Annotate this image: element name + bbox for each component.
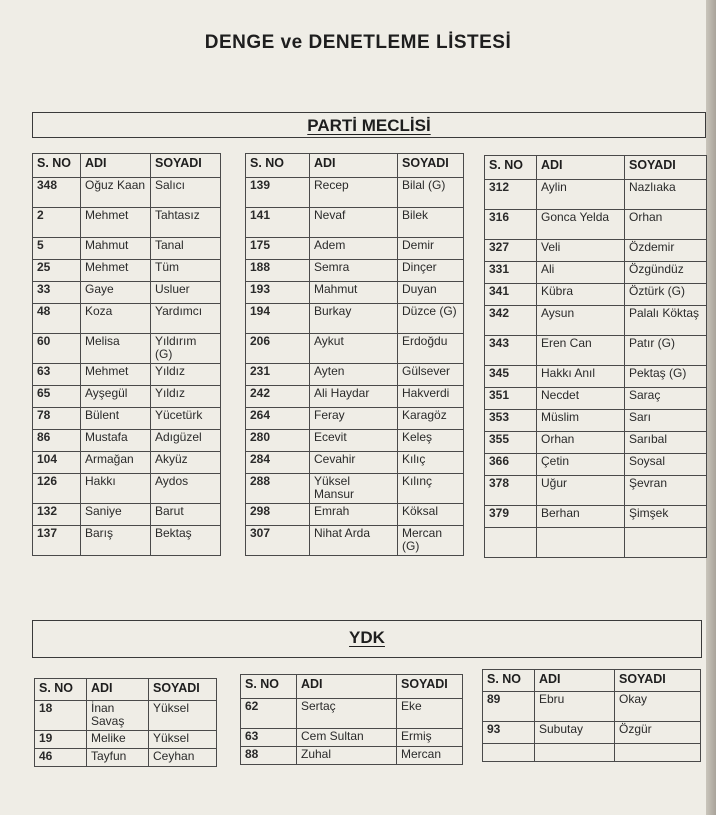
cell-soyadi: Tanal (151, 238, 221, 260)
cell-soyadi: Usluer (151, 282, 221, 304)
cell-adi: Bülent (81, 408, 151, 430)
cell-adi: Cem Sultan (297, 729, 397, 747)
cell-sno: 2 (33, 208, 81, 238)
table-row (33, 334, 221, 364)
cell-sno: 366 (485, 454, 537, 476)
cell-adi: Mehmet (81, 364, 151, 386)
cell-soyadi: Yıldız (151, 386, 221, 408)
cell-soyadi: Eke (397, 699, 463, 729)
table-row (33, 282, 221, 304)
cell-sno: 307 (246, 526, 310, 556)
cell-adi: Uğur (537, 476, 625, 506)
cell-soyadi: Pektaş (G) (625, 366, 707, 388)
ydk-table-1 (34, 678, 217, 767)
cell-soyadi: Orhan (625, 210, 707, 240)
cell-soyadi: Kılınç (398, 474, 464, 504)
cell-sno: 351 (485, 388, 537, 410)
cell-sno: 193 (246, 282, 310, 304)
table-row (246, 364, 464, 386)
cell-soyadi: Okay (615, 692, 701, 722)
cell-sno: 139 (246, 178, 310, 208)
cell-soyadi (625, 528, 707, 558)
cell-soyadi: Sarıbal (625, 432, 707, 454)
parti-meclisi-banner (32, 112, 706, 138)
header-adi: ADI (81, 154, 151, 178)
table-header-row (33, 154, 221, 178)
cell-adi: Ayşegül (81, 386, 151, 408)
table-row (33, 474, 221, 504)
cell-soyadi: Hakverdi (398, 386, 464, 408)
cell-adi: Kübra (537, 284, 625, 306)
cell-soyadi: Soysal (625, 454, 707, 476)
cell-adi: Veli (537, 240, 625, 262)
cell-sno (483, 744, 535, 762)
header-adi: ADI (535, 670, 615, 692)
cell-adi: Zuhal (297, 747, 397, 765)
cell-soyadi: Şevran (625, 476, 707, 506)
cell-sno: 342 (485, 306, 537, 336)
header-soyadi: SOYADI (397, 675, 463, 699)
ydk-table-2 (240, 674, 463, 765)
cell-adi: Melisa (81, 334, 151, 364)
header-soyadi: SOYADI (615, 670, 701, 692)
ydk-table-3 (482, 669, 701, 762)
cell-sno: 206 (246, 334, 310, 364)
cell-adi: Mehmet (81, 208, 151, 238)
cell-sno: 188 (246, 260, 310, 282)
cell-sno: 327 (485, 240, 537, 262)
cell-sno: 25 (33, 260, 81, 282)
table-row (485, 366, 707, 388)
header-adi: ADI (310, 154, 398, 178)
cell-soyadi: Özdemir (625, 240, 707, 262)
cell-sno: 298 (246, 504, 310, 526)
table-row (485, 284, 707, 306)
table-row (33, 504, 221, 526)
cell-soyadi: Mercan (G) (398, 526, 464, 556)
table-row (246, 260, 464, 282)
table-header-row (35, 679, 217, 701)
cell-sno: 104 (33, 452, 81, 474)
table-row (246, 178, 464, 208)
table-row (485, 240, 707, 262)
cell-sno: 355 (485, 432, 537, 454)
cell-sno: 137 (33, 526, 81, 556)
cell-soyadi: Keleş (398, 430, 464, 452)
cell-adi: Mahmut (310, 282, 398, 304)
table-row (485, 432, 707, 454)
cell-adi: Nevaf (310, 208, 398, 238)
cell-sno: 18 (35, 701, 87, 731)
header-sno: S. NO (33, 154, 81, 178)
cell-adi: Orhan (537, 432, 625, 454)
table-row (483, 744, 701, 762)
table-row (246, 474, 464, 504)
cell-adi: Aylin (537, 180, 625, 210)
cell-soyadi: Tahtasız (151, 208, 221, 238)
cell-sno: 348 (33, 178, 81, 208)
cell-adi: Mehmet (81, 260, 151, 282)
table-row (33, 430, 221, 452)
table-row (246, 386, 464, 408)
table-row (485, 454, 707, 476)
table-row (246, 208, 464, 238)
cell-soyadi: Saraç (625, 388, 707, 410)
header-sno: S. NO (35, 679, 87, 701)
cell-adi: Eren Can (537, 336, 625, 366)
cell-soyadi: Yıldırım (G) (151, 334, 221, 364)
cell-sno: 62 (241, 699, 297, 729)
cell-adi: Ecevit (310, 430, 398, 452)
cell-soyadi: Aydos (151, 474, 221, 504)
cell-sno: 141 (246, 208, 310, 238)
table-row (246, 238, 464, 260)
table-row (485, 388, 707, 410)
header-adi: ADI (537, 156, 625, 180)
cell-soyadi: Sarı (625, 410, 707, 432)
cell-adi: Yüksel Mansur (310, 474, 398, 504)
cell-sno: 345 (485, 366, 537, 388)
cell-adi: Cevahir (310, 452, 398, 474)
cell-sno: 264 (246, 408, 310, 430)
table-row (246, 526, 464, 556)
page-edge (706, 0, 716, 815)
table-row (33, 178, 221, 208)
cell-adi: Ali (537, 262, 625, 284)
cell-sno: 78 (33, 408, 81, 430)
cell-sno: 48 (33, 304, 81, 334)
table-row (33, 526, 221, 556)
cell-sno: 231 (246, 364, 310, 386)
cell-adi: Melike (87, 731, 149, 749)
table-row (246, 430, 464, 452)
table-header-row (485, 156, 707, 180)
cell-soyadi: Yardımcı (151, 304, 221, 334)
cell-sno: 65 (33, 386, 81, 408)
table-row (35, 701, 217, 731)
cell-soyadi: Barut (151, 504, 221, 526)
cell-adi (535, 744, 615, 762)
cell-adi: Oğuz Kaan (81, 178, 151, 208)
table-row (241, 747, 463, 765)
cell-adi: Necdet (537, 388, 625, 410)
table-row (483, 692, 701, 722)
cell-adi: Hakkı (81, 474, 151, 504)
header-sno: S. NO (485, 156, 537, 180)
cell-soyadi: Şimşek (625, 506, 707, 528)
cell-adi: Barış (81, 526, 151, 556)
table-row (485, 336, 707, 366)
table-row (246, 334, 464, 364)
cell-sno: 379 (485, 506, 537, 528)
cell-sno: 86 (33, 430, 81, 452)
cell-adi: Ebru (535, 692, 615, 722)
table-row (485, 476, 707, 506)
table-row (35, 749, 217, 767)
cell-sno: 343 (485, 336, 537, 366)
cell-soyadi: Dinçer (398, 260, 464, 282)
cell-adi: Recep (310, 178, 398, 208)
cell-sno: 89 (483, 692, 535, 722)
header-soyadi: SOYADI (151, 154, 221, 178)
table-row (35, 731, 217, 749)
table-row (33, 208, 221, 238)
cell-sno: 132 (33, 504, 81, 526)
cell-adi: Burkay (310, 304, 398, 334)
cell-sno: 5 (33, 238, 81, 260)
cell-soyadi: Mercan (397, 747, 463, 765)
header-sno: S. NO (241, 675, 297, 699)
cell-soyadi: Kılıç (398, 452, 464, 474)
cell-sno: 194 (246, 304, 310, 334)
cell-soyadi: Bilek (398, 208, 464, 238)
cell-soyadi: Ceyhan (149, 749, 217, 767)
cell-adi: Sertaç (297, 699, 397, 729)
cell-adi: Semra (310, 260, 398, 282)
table-row (485, 410, 707, 432)
cell-soyadi: Yücetürk (151, 408, 221, 430)
cell-adi: Berhan (537, 506, 625, 528)
cell-sno (485, 528, 537, 558)
cell-soyadi: Tüm (151, 260, 221, 282)
cell-soyadi: Adıgüzel (151, 430, 221, 452)
cell-soyadi: Köksal (398, 504, 464, 526)
cell-sno: 60 (33, 334, 81, 364)
cell-sno: 63 (241, 729, 297, 747)
cell-adi: Hakkı Anıl (537, 366, 625, 388)
cell-soyadi: Palalı Köktaş (625, 306, 707, 336)
table-row (485, 180, 707, 210)
table-row (33, 408, 221, 430)
cell-sno: 93 (483, 722, 535, 744)
header-soyadi: SOYADI (625, 156, 707, 180)
cell-adi: Subutay (535, 722, 615, 744)
cell-soyadi: Duyan (398, 282, 464, 304)
cell-adi: Koza (81, 304, 151, 334)
cell-sno: 312 (485, 180, 537, 210)
cell-soyadi: Bilal (G) (398, 178, 464, 208)
table-row (246, 304, 464, 334)
table-header-row (241, 675, 463, 699)
header-adi: ADI (87, 679, 149, 701)
cell-sno: 88 (241, 747, 297, 765)
cell-soyadi: Düzce (G) (398, 304, 464, 334)
cell-soyadi: Bektaş (151, 526, 221, 556)
cell-adi: Nihat Arda (310, 526, 398, 556)
cell-adi: Çetin (537, 454, 625, 476)
table-row (246, 452, 464, 474)
cell-adi: Ayten (310, 364, 398, 386)
table-row (246, 282, 464, 304)
table-row (33, 304, 221, 334)
cell-sno: 63 (33, 364, 81, 386)
cell-sno: 19 (35, 731, 87, 749)
parti-meclisi-table-1 (32, 153, 221, 556)
document-title: DENGE ve DENETLEME LİSTESİ (204, 32, 512, 53)
cell-soyadi: Öztürk (G) (625, 284, 707, 306)
cell-adi: Feray (310, 408, 398, 430)
cell-adi: Saniye (81, 504, 151, 526)
table-row (241, 699, 463, 729)
table-row (485, 210, 707, 240)
table-row (485, 506, 707, 528)
cell-sno: 46 (35, 749, 87, 767)
table-row (485, 306, 707, 336)
cell-soyadi: Gülsever (398, 364, 464, 386)
ydk-banner (32, 620, 702, 658)
cell-soyadi (615, 744, 701, 762)
parti-meclisi-table-2 (245, 153, 464, 556)
cell-adi: Gaye (81, 282, 151, 304)
cell-adi: Mahmut (81, 238, 151, 260)
header-soyadi: SOYADI (149, 679, 217, 701)
cell-soyadi: Yıldız (151, 364, 221, 386)
cell-sno: 284 (246, 452, 310, 474)
cell-adi (537, 528, 625, 558)
table-row (33, 452, 221, 474)
cell-adi: Mustafa (81, 430, 151, 452)
cell-adi: Müslim (537, 410, 625, 432)
cell-sno: 331 (485, 262, 537, 284)
cell-soyadi: Akyüz (151, 452, 221, 474)
ydk-heading: YDK (349, 628, 385, 647)
cell-soyadi: Karagöz (398, 408, 464, 430)
cell-sno: 175 (246, 238, 310, 260)
cell-adi: Ali Haydar (310, 386, 398, 408)
cell-adi: Gonca Yelda (537, 210, 625, 240)
cell-adi: Aykut (310, 334, 398, 364)
cell-sno: 341 (485, 284, 537, 306)
table-row (33, 386, 221, 408)
cell-sno: 316 (485, 210, 537, 240)
table-row (241, 729, 463, 747)
table-row (485, 262, 707, 284)
cell-adi: Aysun (537, 306, 625, 336)
cell-adi: Emrah (310, 504, 398, 526)
cell-adi: Adem (310, 238, 398, 260)
cell-sno: 33 (33, 282, 81, 304)
cell-adi: İnan Savaş (87, 701, 149, 731)
cell-sno: 288 (246, 474, 310, 504)
cell-soyadi: Yüksel (149, 731, 217, 749)
table-header-row (246, 154, 464, 178)
table-header-row (483, 670, 701, 692)
cell-sno: 126 (33, 474, 81, 504)
cell-soyadi: Nazlıaka (625, 180, 707, 210)
parti-meclisi-heading: PARTİ MECLİSİ (307, 116, 431, 135)
cell-sno: 378 (485, 476, 537, 506)
table-row (33, 364, 221, 386)
cell-soyadi: Demir (398, 238, 464, 260)
cell-sno: 353 (485, 410, 537, 432)
cell-adi: Tayfun (87, 749, 149, 767)
cell-soyadi: Patır (G) (625, 336, 707, 366)
table-row (485, 528, 707, 558)
header-soyadi: SOYADI (398, 154, 464, 178)
table-row (246, 408, 464, 430)
cell-soyadi: Yüksel (149, 701, 217, 731)
cell-soyadi: Salıcı (151, 178, 221, 208)
header-sno: S. NO (483, 670, 535, 692)
cell-sno: 242 (246, 386, 310, 408)
cell-soyadi: Özgündüz (625, 262, 707, 284)
cell-adi: Armağan (81, 452, 151, 474)
cell-soyadi: Özgür (615, 722, 701, 744)
parti-meclisi-table-3 (484, 155, 707, 558)
table-row (483, 722, 701, 744)
table-row (33, 260, 221, 282)
table-row (33, 238, 221, 260)
cell-sno: 280 (246, 430, 310, 452)
cell-soyadi: Ermiş (397, 729, 463, 747)
table-row (246, 504, 464, 526)
cell-soyadi: Erdoğdu (398, 334, 464, 364)
header-sno: S. NO (246, 154, 310, 178)
header-adi: ADI (297, 675, 397, 699)
